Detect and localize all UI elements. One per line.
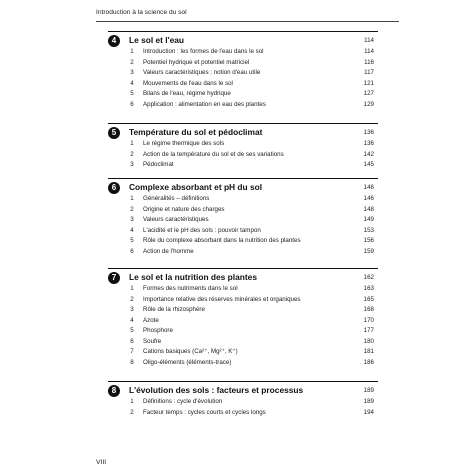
entry-title: Cations basiques (Ca²⁺, Mg²⁺, K⁺) — [143, 348, 238, 355]
toc-entry[interactable] — [0, 248, 473, 258]
toc-entry[interactable] — [0, 296, 473, 306]
entry-page-number: 146 — [363, 195, 374, 202]
toc-entry[interactable] — [0, 237, 473, 247]
entry-number: 3 — [130, 161, 134, 168]
toc-entry[interactable] — [0, 101, 473, 111]
entry-number: 6 — [130, 100, 134, 108]
chapter-rule — [108, 178, 378, 179]
toc-entry[interactable] — [0, 338, 473, 348]
entry-page-number: 153 — [363, 226, 374, 234]
entry-page-number: 148 — [363, 205, 374, 213]
chapter-number-badge: 8 — [108, 385, 120, 397]
entry-number: 4 — [130, 79, 134, 87]
entry-page-number: 156 — [363, 237, 374, 244]
entry-number: 7 — [130, 348, 134, 355]
chapter-title: Le sol et la nutrition des plantes — [129, 272, 257, 282]
entry-title: Bilans de l'eau, régime hydrique — [143, 90, 231, 97]
chapter-page-number: 146 — [363, 184, 374, 191]
chapter-page-number: 189 — [363, 387, 374, 394]
entry-page-number: 117 — [364, 69, 374, 76]
chapter-page-number: 136 — [363, 129, 374, 136]
chapter-rule — [108, 381, 378, 382]
chapter-number-badge: 5 — [108, 127, 120, 139]
entry-page-number: 136 — [363, 140, 374, 147]
entry-title: Importance relative des réserves minérales et organiques — [143, 295, 301, 303]
entry-number: 5 — [130, 237, 134, 244]
chapter-heading[interactable] — [0, 34, 473, 48]
chapter-number-badge: 7 — [108, 272, 120, 284]
chapter-title: Le sol et l'eau — [129, 35, 185, 45]
entry-number: 1 — [130, 195, 134, 202]
chapter-heading[interactable] — [0, 126, 473, 140]
toc-entry[interactable] — [0, 317, 473, 327]
chapter-rule — [108, 268, 378, 269]
entry-page-number: 163 — [363, 285, 374, 292]
chapter-heading[interactable] — [0, 271, 473, 285]
entry-title: Action de la température du sol et de ses variations — [143, 150, 284, 158]
entry-number: 4 — [130, 226, 134, 234]
toc-entry[interactable] — [0, 151, 473, 161]
entry-page-number: 114 — [364, 48, 374, 55]
toc-entry[interactable] — [0, 80, 473, 90]
entry-page-number: 145 — [363, 161, 374, 168]
toc-entry[interactable] — [0, 140, 473, 150]
chapter-title: Complexe absorbant et pH du sol — [129, 182, 263, 192]
entry-title: Potentiel hydrique et potentiel matriciel — [143, 58, 250, 66]
chapter-number-badge: 4 — [108, 35, 120, 47]
entry-number: 2 — [130, 205, 134, 213]
entry-number: 2 — [130, 150, 134, 158]
chapter-rule — [108, 123, 378, 124]
entry-title: Valeurs caractéristiques — [143, 216, 209, 223]
toc-entry[interactable] — [0, 195, 473, 205]
entry-number: 1 — [130, 285, 134, 292]
entry-number: 5 — [130, 327, 134, 334]
entry-number: 1 — [130, 398, 134, 405]
entry-title: Pédoclimat — [143, 161, 174, 168]
entry-title: Rôle de la rhizosphère — [143, 306, 205, 313]
chapter-page-number: 114 — [364, 37, 374, 44]
toc-entry[interactable] — [0, 359, 473, 369]
entry-number: 3 — [130, 306, 134, 313]
entry-title: Origine et nature des charges — [143, 205, 225, 213]
entry-page-number: 177 — [363, 327, 374, 334]
entry-page-number: 121 — [363, 79, 374, 87]
entry-title: Azote — [143, 316, 159, 324]
chapter-number-badge: 6 — [108, 182, 120, 194]
entry-number: 1 — [130, 140, 134, 147]
toc-entry[interactable] — [0, 398, 473, 408]
toc-entry[interactable] — [0, 59, 473, 69]
header-rule — [96, 21, 399, 22]
toc-entry[interactable] — [0, 306, 473, 316]
entry-title: Généralités – définitions — [143, 195, 210, 202]
toc-entry[interactable] — [0, 227, 473, 237]
entry-page-number: 165 — [363, 295, 374, 303]
chapter-page-number: 162 — [363, 274, 374, 281]
toc-entry[interactable] — [0, 90, 473, 100]
entry-title: Définitions : cycle d'évolution — [143, 398, 223, 405]
entry-page-number: 129 — [363, 100, 374, 108]
entry-page-number: 116 — [364, 58, 374, 66]
toc-entry[interactable] — [0, 327, 473, 337]
toc-entry[interactable] — [0, 409, 473, 419]
chapter-rule — [108, 31, 378, 32]
toc-entry[interactable] — [0, 48, 473, 58]
entry-title: Rôle du complexe absorbant dans la nutrition des plantes — [143, 237, 301, 244]
chapter-title: Température du sol et pédoclimat — [129, 127, 263, 137]
entry-number: 1 — [130, 48, 134, 55]
entry-title: Soufre — [143, 337, 162, 345]
entry-page-number: 159 — [363, 247, 374, 255]
entry-page-number: 170 — [363, 316, 374, 324]
entry-page-number: 168 — [363, 306, 374, 313]
entry-page-number: 186 — [363, 358, 374, 366]
toc-entry[interactable] — [0, 161, 473, 171]
entry-number: 6 — [130, 247, 134, 255]
entry-number: 2 — [130, 295, 134, 303]
toc-entry[interactable] — [0, 216, 473, 226]
toc-entry[interactable] — [0, 206, 473, 216]
entry-title: Mouvements de l'eau dans le sol — [143, 79, 233, 87]
entry-number: 4 — [130, 316, 134, 324]
entry-title: Formes des nutriments dans le sol — [143, 285, 238, 292]
entry-page-number: 189 — [363, 398, 374, 405]
entry-number: 5 — [130, 90, 134, 97]
toc-entry[interactable] — [0, 348, 473, 358]
entry-page-number: 142 — [363, 150, 374, 158]
entry-number: 3 — [130, 69, 134, 76]
entry-title: Application : alimentation en eau des plantes — [143, 100, 266, 108]
chapter-heading[interactable] — [0, 384, 473, 398]
toc-entry[interactable] — [0, 69, 473, 79]
entry-number: 6 — [130, 337, 134, 345]
running-head: Introduction à la science du sol — [96, 9, 187, 16]
entry-title: Facteur temps : cycles courts et cycles longs — [143, 408, 266, 416]
entry-title: Action de l'homme — [143, 247, 194, 255]
entry-title: Phosphore — [143, 327, 173, 334]
entry-title: Oligo-éléments (éléments-trace) — [143, 358, 232, 366]
entry-title: Le régime thermique des sols — [143, 140, 225, 147]
toc-entry[interactable] — [0, 285, 473, 295]
entry-page-number: 181 — [363, 348, 374, 355]
entry-number: 2 — [130, 408, 134, 416]
chapter-heading[interactable] — [0, 181, 473, 195]
entry-page-number: 180 — [363, 337, 374, 345]
entry-title: L'acidité et le pH des sols : pouvoir tampon — [143, 226, 261, 234]
entry-number: 2 — [130, 58, 134, 66]
entry-number: 8 — [130, 358, 134, 366]
entry-title: Valeurs caractéristiques : notion d'eau utile — [143, 69, 261, 76]
page-folio: VIII — [96, 459, 107, 466]
entry-number: 3 — [130, 216, 134, 223]
entry-page-number: 194 — [363, 408, 374, 416]
entry-page-number: 127 — [363, 90, 374, 97]
entry-title: Introduction : les formes de l'eau dans le sol — [143, 48, 264, 55]
chapter-title: L'évolution des sols : facteurs et processus — [129, 385, 304, 395]
entry-page-number: 149 — [363, 216, 374, 223]
